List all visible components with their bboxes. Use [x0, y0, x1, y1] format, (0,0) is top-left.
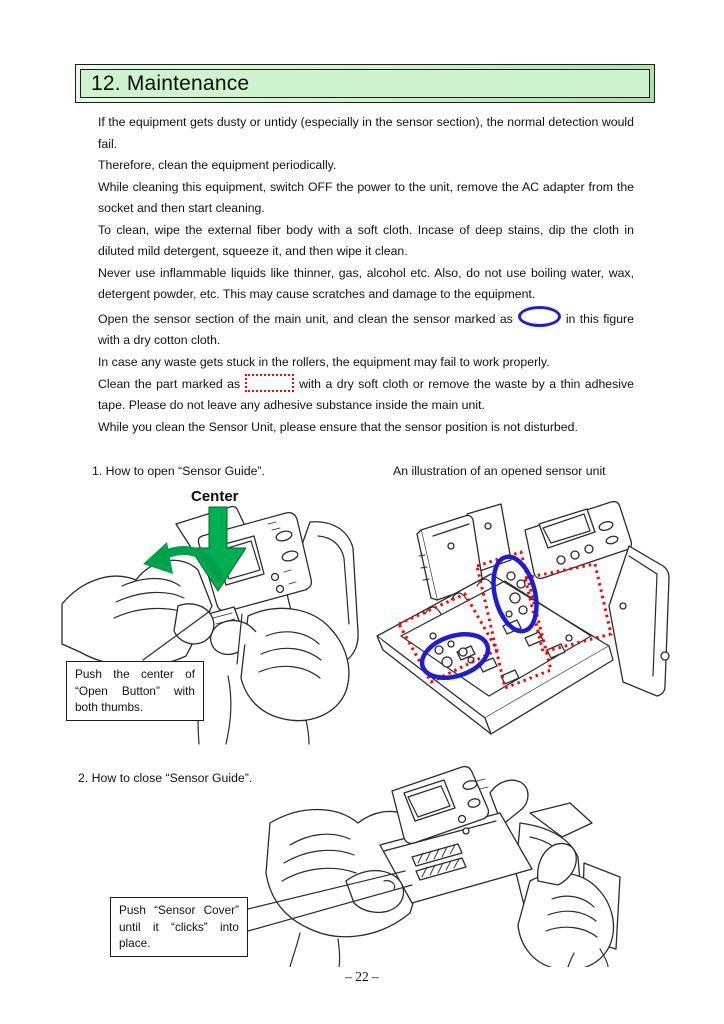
figure1-caption: 1. How to open “Sensor Guide”.	[92, 464, 265, 478]
device-button	[557, 556, 565, 564]
body-text	[98, 112, 634, 438]
paragraph: Therefore, clean the equipment periodically.	[98, 158, 337, 173]
device-button	[459, 816, 466, 823]
paragraph: To clean, wipe the external fiber body with a soft cloth. Incase of deep stains, dip the cloth in diluted mild detergent, squeeze it, and then wipe it clean.	[98, 222, 634, 259]
device-button	[277, 586, 284, 593]
opened-device-illustration	[377, 502, 669, 734]
device-button	[272, 574, 279, 581]
device-button	[463, 828, 469, 834]
red-dotted-rect-marker	[245, 374, 294, 392]
section-header-box	[75, 64, 655, 103]
figure3-caption: 2. How to close “Sensor Guide”.	[78, 771, 253, 785]
paragraph: While you clean the Sensor Unit, please ensure that the sensor position is not disturbed.	[98, 419, 578, 434]
paragraph-with-dotted-marker: Clean the part marked as with a dry soft cloth or remove the waste by a thin adhesive tape. Please do not leave any adhesive substance inside the main unit.	[98, 374, 634, 417]
center-label: Center	[191, 488, 239, 505]
paragraph: If the equipment gets dusty or untidy (especially in the sensor section), the normal detection would fail.	[98, 115, 634, 151]
paragraph: Never use inflammable liquids like thinner, gas, alcohol etc. Also, do not use boiling water, wax, detergent powder, etc. This may cause scratches and damage to the equipment.	[98, 265, 634, 302]
paragraph-with-ellipse-marker: Open the sensor section of the main unit, and clean the sensor marked as in this figure with a dry cotton cloth.	[98, 306, 634, 352]
page-number: – 22 –	[345, 969, 379, 984]
figure2-caption: An illustration of an opened sensor unit	[393, 464, 606, 478]
paragraph: While cleaning this equipment, switch OFF the power to the unit, remove the AC adapter from the socket and then start cleaning.	[98, 179, 634, 216]
page-title: 12. Maintenance	[91, 71, 250, 95]
paragraph: In case any waste gets stuck in the rollers, the equipment may fail to work properly.	[98, 355, 550, 370]
section-header-inner	[80, 69, 650, 98]
blue-ellipse-marker	[518, 306, 561, 327]
open-button-callout: Push the center of “Open Button” with both thumbs.	[66, 661, 204, 721]
device-button	[585, 545, 593, 553]
sensor-cover-callout: Push “Sensor Cover” until it “clicks” into place.	[110, 897, 248, 957]
figure-opened-sensor-unit	[373, 486, 673, 748]
device-button	[571, 551, 579, 559]
